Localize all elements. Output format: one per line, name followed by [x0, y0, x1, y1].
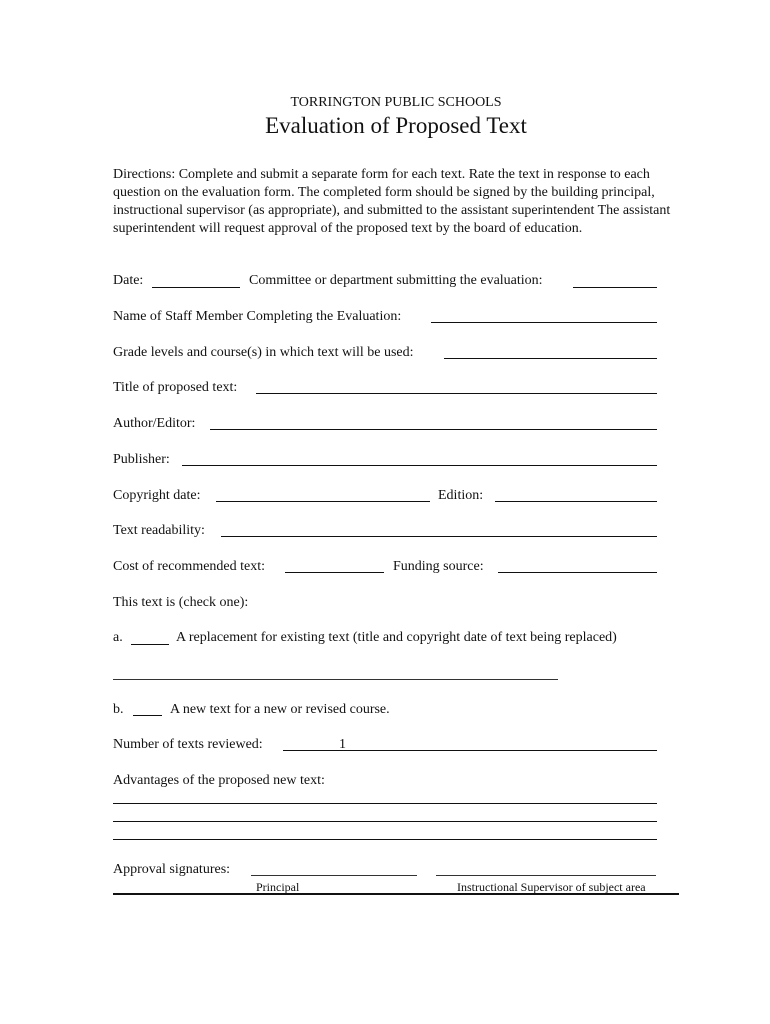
option-a-text: A replacement for existing text (title and copyright date of text being replaced)	[176, 630, 617, 645]
option-b-text: A new text for a new or revised course.	[170, 702, 390, 717]
advantages-field[interactable]	[113, 790, 657, 842]
author-editor-label: Author/Editor:	[113, 416, 196, 431]
date-label: Date:	[113, 273, 144, 288]
form-title: Evaluation of Proposed Text	[265, 113, 527, 138]
directions-text: Directions: Complete and submit a separate form for each text. Rate the text in response to each question on the evaluation form. The completed form should be signed by the building principal, instructional supervisor (as appropriate), and submitted to the assistant superintendent The assistant superintendent will request approval of the proposed text by the board of education.	[113, 167, 671, 236]
advantages-label: Advantages of the proposed new text:	[113, 773, 325, 788]
staff-member-field[interactable]	[431, 305, 657, 325]
check-one-prompt: This text is (check one):	[113, 595, 249, 610]
committee-field[interactable]	[573, 269, 657, 289]
copyright-date-field[interactable]	[216, 484, 430, 504]
option-b-check-field[interactable]	[133, 698, 162, 718]
texts-reviewed-label: Number of texts reviewed:	[113, 737, 263, 752]
staff-member-label: Name of Staff Member Completing the Evaluation:	[113, 309, 402, 324]
option-a-letter: a.	[113, 630, 123, 645]
funding-source-field[interactable]	[498, 555, 657, 575]
supervisor-caption: Instructional Supervisor of subject area	[457, 880, 646, 894]
text-readability-label: Text readability:	[113, 523, 205, 538]
supervisor-signature-field[interactable]	[436, 858, 656, 878]
publisher-label: Publisher:	[113, 452, 170, 467]
edition-label: Edition:	[438, 488, 484, 503]
replaced-text-field[interactable]	[113, 661, 558, 681]
cost-field[interactable]	[285, 555, 384, 575]
proposed-title-label: Title of proposed text:	[113, 380, 238, 395]
text-readability-field[interactable]	[221, 519, 657, 539]
cost-label: Cost of recommended text:	[113, 559, 266, 574]
proposed-title-field[interactable]	[256, 376, 657, 396]
approval-signatures-label: Approval signatures:	[113, 862, 231, 877]
funding-source-label: Funding source:	[393, 559, 484, 574]
principal-signature-field[interactable]	[251, 858, 417, 878]
author-editor-field[interactable]	[210, 412, 657, 432]
option-b-letter: b.	[113, 702, 124, 717]
principal-caption: Principal	[256, 880, 300, 894]
grade-levels-label: Grade levels and course(s) in which text will be used:	[113, 345, 414, 360]
date-field[interactable]	[152, 269, 240, 289]
publisher-field[interactable]	[182, 448, 657, 468]
committee-label: Committee or department submitting the evaluation:	[249, 273, 543, 288]
edition-field[interactable]	[495, 484, 657, 504]
grade-levels-field[interactable]	[444, 341, 657, 361]
option-a-check-field[interactable]	[131, 626, 169, 646]
texts-reviewed-value: 1	[339, 737, 346, 752]
bottom-rule	[113, 893, 679, 895]
copyright-date-label: Copyright date:	[113, 488, 201, 503]
organization-name: TORRINGTON PUBLIC SCHOOLS	[290, 95, 502, 110]
texts-reviewed-field[interactable]	[283, 733, 657, 753]
